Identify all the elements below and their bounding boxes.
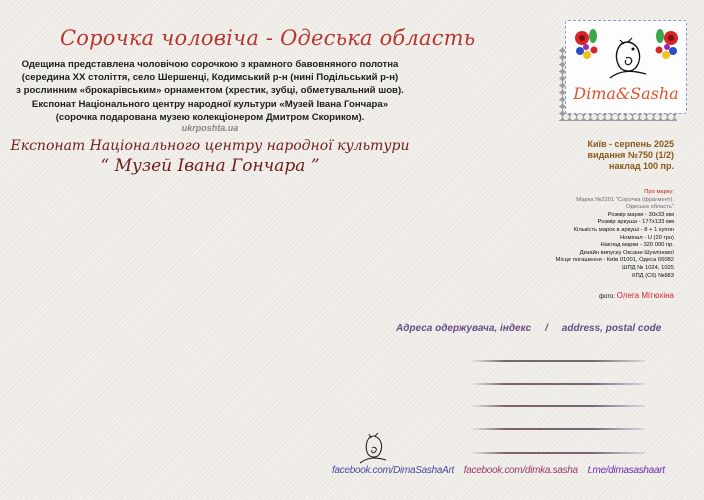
embroidered-flower-icon — [572, 28, 602, 60]
about-stamp-line: Марка №2201 "Сорочка (фрагмент). — [576, 196, 674, 203]
facebook-dimasashaart-link[interactable]: facebook.com/DimaSashaArt — [332, 465, 455, 476]
telegram-link[interactable]: t.me/dimasashaart — [587, 465, 665, 476]
about-stamp-line: ШПД № 1024, 1025 — [622, 264, 674, 271]
postcard-title: Сорочка чоловіча - Одеська область — [60, 26, 476, 50]
edition-info — [587, 139, 674, 172]
description-line: з рослинним «брокарівським» орнаментом (хрестик, зубці, обметувальний шов). — [16, 85, 404, 97]
about-stamp-line: Місце погашення - Київ 01001, Одеса 65082 — [555, 257, 674, 264]
edition-issue: видання №750 (1/2) — [587, 150, 674, 160]
about-stamp-line: Розмір аркуша - 177x133 мм — [597, 219, 674, 226]
about-stamp-line: Наклад марки - 320 000 пр. — [600, 242, 674, 249]
social-links — [332, 465, 672, 476]
photo-author: Олега Мітюхіна — [616, 291, 674, 300]
description-line: Одещина представлена чоловічою сорочкою з крамного бавовняного полотна — [21, 59, 399, 70]
bird-logo-icon — [606, 36, 650, 82]
photo-label: фото: — [599, 294, 615, 300]
about-stamp — [556, 189, 674, 280]
about-stamp-line: КПД (С6) №883 — [632, 272, 674, 279]
address-label-en: address, postal code — [561, 323, 662, 334]
address-line[interactable] — [470, 383, 645, 385]
description-line: (середина ХХ століття, село Шершенці, Кодимський р-н (нині Подільський р-н) — [21, 72, 399, 84]
about-stamp-line: Розмір марки - 30x33 мм — [607, 211, 674, 218]
address-line[interactable] — [470, 428, 645, 430]
about-stamp-line: Кількість марок в аркуші - 8 + 1 купон — [573, 226, 674, 233]
about-stamp-line: Одеська область" — [626, 204, 674, 211]
bird-small-icon — [358, 432, 388, 466]
museum-caption — [0, 138, 420, 177]
description-line: (сорочка подарована музею колекціонером Дмитром Скориком). — [55, 111, 365, 123]
description — [0, 58, 420, 124]
stamp-brand: Dima&Sasha — [573, 84, 679, 103]
address-separator: / — [545, 323, 548, 334]
address-label-ua: Адреса одержувача, індекс — [396, 323, 532, 334]
about-stamp-line: Номінал - U (20 грн) — [620, 234, 674, 241]
address-line[interactable] — [470, 405, 645, 407]
address-label — [396, 323, 661, 334]
museum-line-2: “ Музей Івана Гончара ” — [100, 156, 320, 176]
address-line[interactable] — [470, 360, 645, 362]
edition-city-date: Київ - серпень 2025 — [587, 139, 674, 149]
edition-print-run: наклад 100 пр. — [609, 161, 674, 171]
about-stamp-line: Дизайн випуску Оксани Шуклінової — [579, 249, 674, 256]
description-line: Експонат Національного центру народної культури «Музей Івана Гончара» — [31, 98, 389, 110]
museum-line-1: Експонат Національного центру народної культури — [10, 138, 410, 154]
embroidered-flower-icon — [651, 28, 681, 60]
photo-credit — [599, 291, 674, 300]
address-line[interactable] — [470, 452, 645, 454]
facebook-dimka-sasha-link[interactable]: facebook.com/dimka.sasha — [463, 465, 578, 476]
site-link[interactable]: ukrposhta.ua — [181, 123, 239, 133]
about-stamp-header: Про марку: — [644, 189, 674, 195]
